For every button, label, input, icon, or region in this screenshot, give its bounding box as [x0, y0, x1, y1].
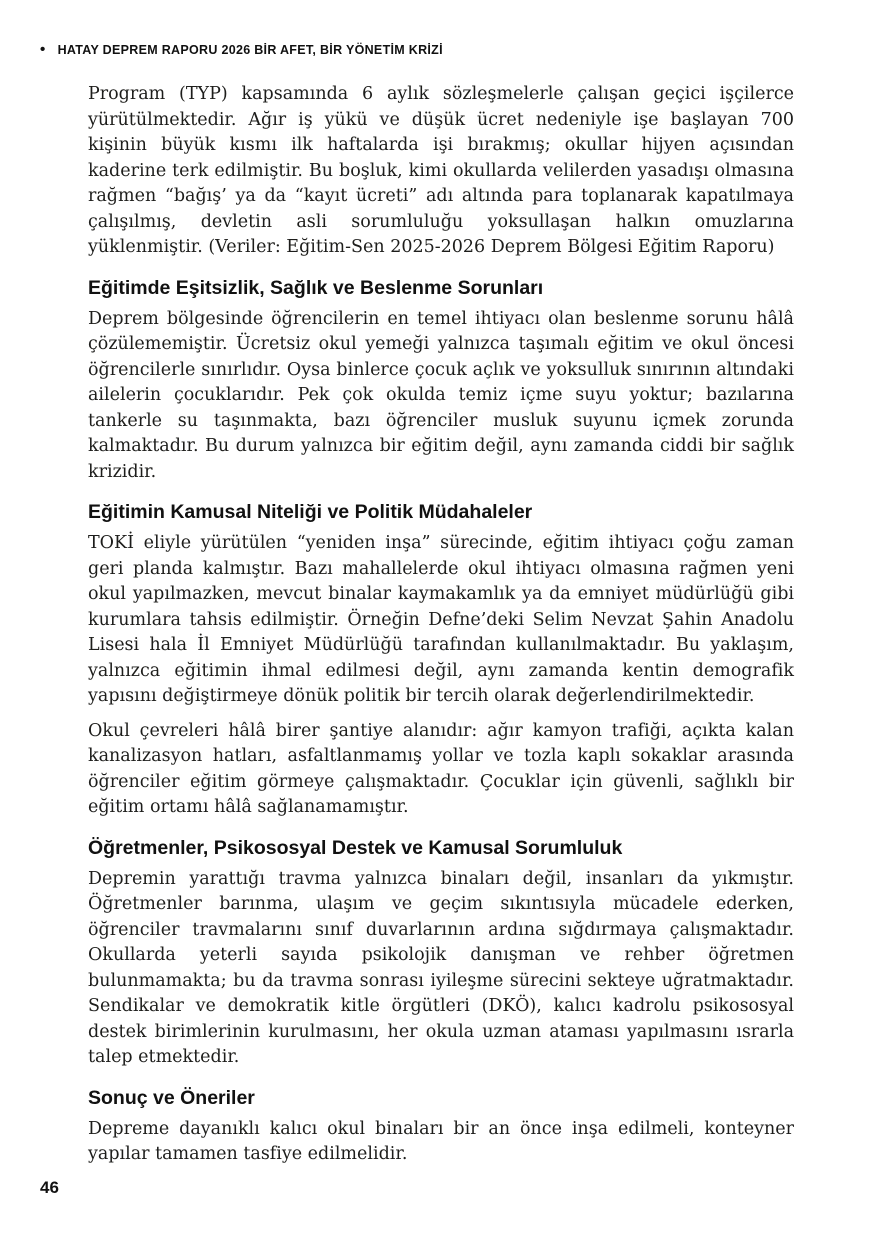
running-header [40, 42, 817, 57]
header-bullet-icon: • [40, 41, 46, 58]
section-heading-kamusal-nitelik: Eğitimin Kamusal Niteliği ve Politik Müdahaleler [88, 501, 533, 523]
section-heading-esitsizlik: Eğitimde Eşitsizlik, Sağlık ve Beslenme Sorunları [88, 276, 544, 299]
section-heading-ogretmenler: Öğretmenler, Psikososyal Destek ve Kamusal Sorumluluk [88, 836, 623, 859]
header-title: HATAY DEPREM RAPORU 2026 BİR AFET, BİR YÖNETİM KRİZİ [57, 42, 443, 57]
paragraph-toki: TOKİ eliyle yürütülen “yeniden inşa” sürecinde, eğitim ihtiyacı çoğu zaman geri planda kalmıştır. Bazı mahallelerde okul ihtiyacı olmasına rağmen yeni okul yapılmazken, mevcut binalar kaymakamlık ya da emniyet müdürlüğü gibi kurumlara tahsis edilmiştir. Örneğin Defne’deki Selim Nevzat Şahin Anadolu Lisesi hala İl Emniyet Müdürlüğü tarafından kullanılmaktadır. Bu yaklaşım, yalnızca eğitimin ihmal edilmesi değil, aynı zamanda kentin demografik yapısını değiştirmeye dönük politik bir tercih olarak değerlendirilmektedir. [88, 533, 794, 706]
paragraph-okul-cevreleri: Okul çevreleri hâlâ birer şantiye alanıdır: ağır kamyon trafiği, açıkta kalan kanalizasyon hatları, asfaltlanmamış yollar ve tozla kaplı sokaklar arasında öğrenciler eğitim görmeye çalışmaktadır. Çocuklar için güvenli, sağlıklı bir eğitim ortamı hâlâ sağlanamamıştır. [88, 720, 794, 817]
section-heading-sonuc: Sonuç ve Öneriler [88, 1086, 255, 1109]
page-content [88, 82, 794, 1177]
page-number: 46 [40, 1178, 59, 1197]
paragraph-travma: Depremin yarattığı travma yalnızca binaları değil, insanları da yıkmıştır. Öğretmenler barınma, ulaşım ve geçim sıkıntısıyla mücadele ederken, öğrenciler travmalarını sınıf duvarlarının ardına sığdırmaya çalışmaktadır. Okullarda yeterli sayıda psikolojik danışman ve rehber öğretmen bulunmamakta; bu da travma sonrası iyileşme sürecini sekteye uğratmaktadır. Sendikalar ve demokratik kitle örgütleri (DKÖ), kalıcı kadrolu psikososyal destek birimlerinin kurulmasını, her okula uzman ataması yapılmasını ısrarla talep etmektedir. [88, 868, 794, 1067]
paragraph-typ-program: Program (TYP) kapsamında 6 aylık sözleşmelerle çalışan geçici işçilerce yürütülmektedir. Ağır iş yükü ve düşük ücret nedeniyle işe başlayan 700 kişinin büyük kısmı ilk haftalarda işi bırakmış; okullar hijyen açısından kaderine terk edilmiştir. Bu boşluk, kimi okullarda velilerden yasadışı olmasına rağmen “bağış’ ya da “kayıt ücreti” adı altında para toplanarak kapatılmaya çalışılmış, devletin asli sorumluluğu yoksullaşan halkın omuzlarına yüklenmiştir. (Veriler: Eğitim-Sen 2025-2026 Deprem Bölgesi Eğitim Raporu) [88, 84, 794, 257]
paragraph-beslenme: Deprem bölgesinde öğrencilerin en temel ihtiyacı olan beslenme sorunu hâlâ çözülememiştir. Ücretsiz okul yemeği yalnızca taşımalı eğitim ve okul öncesi öğrencilerle sınırlıdır. Oysa binlerce çocuk açlık ve yoksulluk sınırının altındaki ailelerin çocuklarıdır. Pek çok okulda temiz içme suyu yoktur; bazılarına tankerle su taşınmakta, bazı öğrenciler musluk suyunu içmek zorunda kalmaktadır. Bu durum yalnızca bir eğitim değil, aynı zamanda ciddi bir sağlık krizidir. [88, 308, 794, 482]
paragraph-oneriler: Depreme dayanıklı kalıcı okul binaları bir an önce inşa edilmeli, konteyner yapılar tamamen tasfiye edilmelidir. [88, 1118, 794, 1164]
